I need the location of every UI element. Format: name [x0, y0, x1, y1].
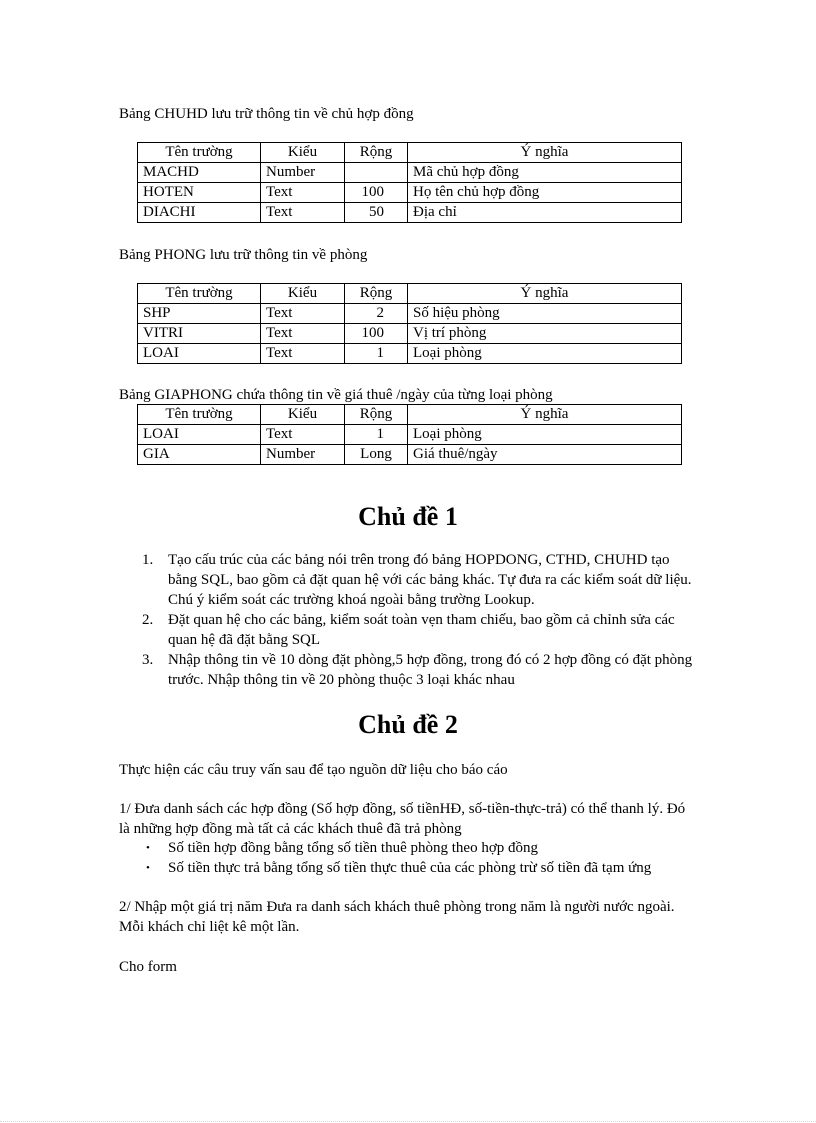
- bullet-text: Số tiền hợp đồng bằng tổng số tiền thuê phòng theo hợp đồng: [168, 840, 539, 856]
- header-cell: Tên trường: [138, 405, 261, 425]
- table-cell: MACHD: [138, 163, 261, 183]
- table-cell: Text: [261, 344, 345, 364]
- header-cell: Kiểu: [261, 143, 345, 163]
- table-row: [138, 445, 682, 465]
- table-cell: 100: [345, 183, 408, 203]
- table-cell: Number: [261, 163, 345, 183]
- header-cell: Tên trường: [138, 284, 261, 304]
- table-cell: Giá thuê/ngày: [408, 445, 682, 465]
- table-cell: Loại phòng: [408, 344, 682, 364]
- task-text: Đặt quan hệ cho các bảng, kiểm soát toàn vẹn tham chiếu, bao gồm cả chỉnh sửa các quan hệ đã đặt bằng SQL: [168, 612, 675, 648]
- table-row: [138, 183, 682, 203]
- topic-2-intro: Thực hiện các câu truy vấn sau để tạo nguồn dữ liệu cho báo cáo: [119, 762, 508, 778]
- task-item-1: [142, 550, 702, 610]
- table-cell: 1: [345, 344, 408, 364]
- bullet-item: [146, 858, 651, 878]
- header-cell: Ý nghĩa: [408, 143, 682, 163]
- table-row: [138, 163, 682, 183]
- header-cell: Kiểu: [261, 405, 345, 425]
- table-cell: 1: [345, 425, 408, 445]
- table-cell: Số hiệu phòng: [408, 304, 682, 324]
- bullet-item: [146, 838, 538, 858]
- topic-1-heading: Chủ đề 1: [358, 502, 458, 531]
- query-2-text: 2/ Nhập một giá trị năm Đưa ra danh sách khách thuê phòng trong năm là người nước ngoài. Mỗi khách chỉ liệt kê một lần.: [119, 899, 675, 935]
- table-cell: HOTEN: [138, 183, 261, 203]
- task-item-3: [142, 650, 702, 690]
- table-cell: 2: [345, 304, 408, 324]
- table-cell: Text: [261, 203, 345, 223]
- header-cell: Rộng: [345, 143, 408, 163]
- table-cell: Loại phòng: [408, 425, 682, 445]
- table-cell: Mã chủ hợp đồng: [408, 163, 682, 183]
- table-header-row: [138, 284, 682, 304]
- table-row: [138, 344, 682, 364]
- table-header-row: [138, 405, 682, 425]
- page-bottom-divider: [0, 1121, 816, 1122]
- table-caption-chuhd: Bảng CHUHD lưu trữ thông tin về chủ hợp đồng: [119, 106, 414, 122]
- table-cell: VITRI: [138, 324, 261, 344]
- table-cell: Long: [345, 445, 408, 465]
- bullet-icon: •: [146, 862, 150, 874]
- table-cell: Text: [261, 304, 345, 324]
- table-cell: Địa chỉ: [408, 203, 682, 223]
- table-cell: Text: [261, 324, 345, 344]
- header-cell: Ý nghĩa: [408, 405, 682, 425]
- table-cell: Vị trí phòng: [408, 324, 682, 344]
- header-cell: Ý nghĩa: [408, 284, 682, 304]
- table-row: [138, 304, 682, 324]
- table-caption-phong: Bảng PHONG lưu trữ thông tin về phòng: [119, 247, 368, 263]
- table-cell: [345, 163, 408, 183]
- task-text: Nhập thông tin về 10 dòng đặt phòng,5 hợp đồng, trong đó có 2 hợp đồng có đặt phòng trước. Nhập thông tin về 20 phòng thuộc 3 loại khác nhau: [168, 652, 693, 688]
- table-cell: LOAI: [138, 344, 261, 364]
- header-cell: Rộng: [345, 284, 408, 304]
- header-cell: Rộng: [345, 405, 408, 425]
- table-cell: 100: [345, 324, 408, 344]
- task-number: 1.: [142, 552, 154, 568]
- task-item-2: [142, 610, 702, 650]
- bullet-text: Số tiền thực trả bằng tổng số tiền thực thuê của các phòng trừ số tiền đã tạm ứng: [168, 860, 652, 876]
- bullet-icon: •: [146, 842, 150, 854]
- table-cell: Text: [261, 425, 345, 445]
- table-phong: [137, 283, 682, 364]
- task-number: 3.: [142, 652, 154, 668]
- table-giaphong: [137, 404, 682, 465]
- table-caption-giaphong: Bảng GIAPHONG chứa thông tin về giá thuê /ngày của từng loại phòng: [119, 387, 553, 403]
- query-1-text: 1/ Đưa danh sách các hợp đồng (Số hợp đồng, số tiềnHĐ, số-tiền-thực-trả) có thể thanh lý. Đó là những hợp đồng mà tất cả các khách thuê đã trả phòng: [119, 801, 686, 837]
- table-cell: Họ tên chủ hợp đồng: [408, 183, 682, 203]
- closing-text: Cho form: [119, 959, 177, 975]
- header-cell: Kiểu: [261, 284, 345, 304]
- table-cell: DIACHI: [138, 203, 261, 223]
- table-row: [138, 324, 682, 344]
- table-cell: SHP: [138, 304, 261, 324]
- table-cell: LOAI: [138, 425, 261, 445]
- table-cell: Text: [261, 183, 345, 203]
- table-header-row: [138, 143, 682, 163]
- topic-2-heading: Chủ đề 2: [358, 710, 458, 739]
- task-number: 2.: [142, 612, 154, 628]
- table-cell: GIA: [138, 445, 261, 465]
- table-row: [138, 425, 682, 445]
- header-cell: Tên trường: [138, 143, 261, 163]
- table-cell: 50: [345, 203, 408, 223]
- table-cell: Number: [261, 445, 345, 465]
- table-row: [138, 203, 682, 223]
- task-text: Tạo cấu trúc của các bảng nói trên trong đó bảng HOPDONG, CTHD, CHUHD tạo bằng SQL, bao gồm cả đặt quan hệ với các bảng khác. Tự đưa ra các kiểm soát dữ liệu. Chú ý kiểm soát các trường khoá ngoài bằng trường Lookup.: [168, 552, 692, 608]
- table-chuhd: [137, 142, 682, 223]
